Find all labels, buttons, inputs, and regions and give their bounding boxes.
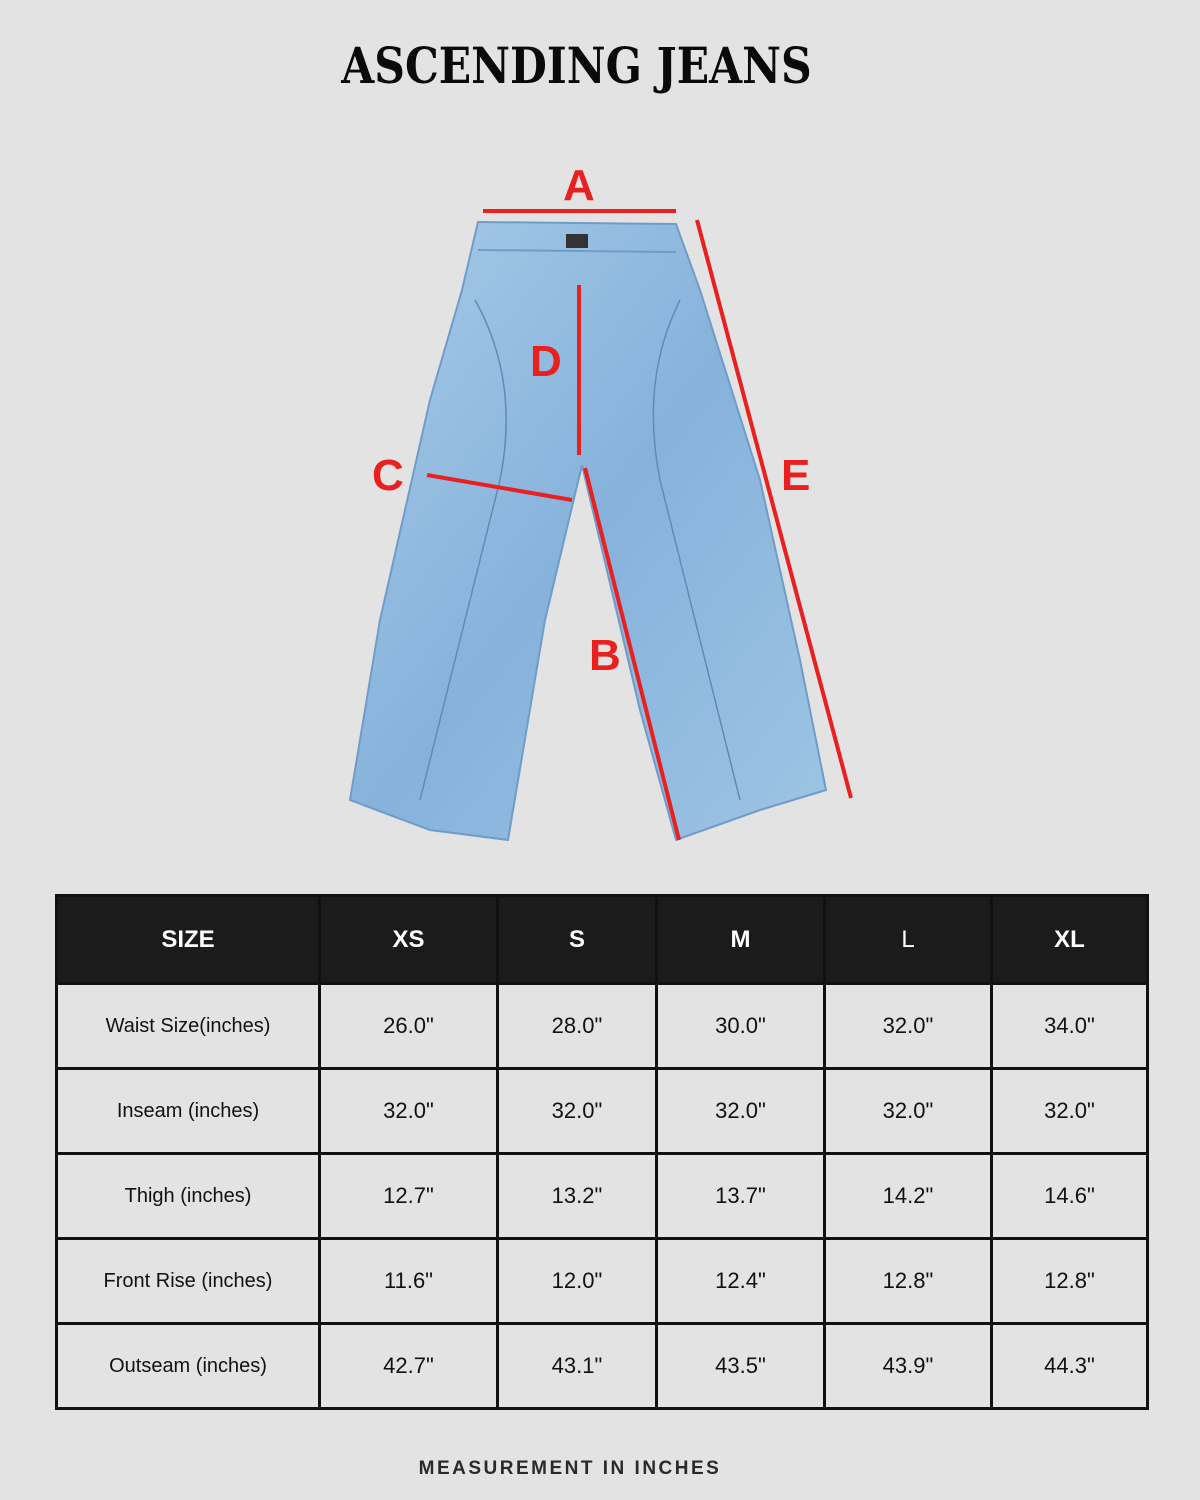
cell: 28.0" [498, 984, 657, 1069]
row-label: Inseam (inches) [57, 1069, 320, 1154]
table-row [57, 984, 1148, 1069]
header-m: M [657, 896, 825, 984]
cell: 43.5" [657, 1324, 825, 1409]
cell: 12.7" [320, 1154, 498, 1239]
cell: 14.2" [825, 1154, 992, 1239]
jeans-image [350, 222, 826, 840]
cell: 32.0" [825, 984, 992, 1069]
cell: 12.0" [498, 1239, 657, 1324]
measurement-note: MEASUREMENT IN INCHES [418, 1458, 722, 1479]
header-xl: XL [992, 896, 1148, 984]
row-label: Front Rise (inches) [57, 1239, 320, 1324]
cell: 11.6" [320, 1239, 498, 1324]
header-l: L [825, 896, 992, 984]
table-header-row [57, 896, 1148, 984]
table-row [57, 1154, 1148, 1239]
cell: 34.0" [992, 984, 1148, 1069]
cell: 26.0" [320, 984, 498, 1069]
table-row [57, 1324, 1148, 1409]
cell: 32.0" [657, 1069, 825, 1154]
header-xs: XS [320, 896, 498, 984]
header-size: SIZE [57, 896, 320, 984]
cell: 13.2" [498, 1154, 657, 1239]
cell: 12.4" [657, 1239, 825, 1324]
brand-patch [566, 234, 588, 248]
table-row [57, 1239, 1148, 1324]
cell: 43.9" [825, 1324, 992, 1409]
cell: 12.8" [992, 1239, 1148, 1324]
cell: 14.6" [992, 1154, 1148, 1239]
header-s: S [498, 896, 657, 984]
table-row [57, 1069, 1148, 1154]
cell: 32.0" [320, 1069, 498, 1154]
size-chart-table [55, 894, 1149, 1410]
label-e: E [781, 451, 811, 500]
row-label: Thigh (inches) [57, 1154, 320, 1239]
cell: 42.7" [320, 1324, 498, 1409]
label-d: D [530, 337, 562, 386]
jeans-measurement-diagram [0, 150, 1200, 850]
label-a: A [563, 161, 595, 210]
label-b: B [589, 631, 621, 680]
cell: 44.3" [992, 1324, 1148, 1409]
cell: 32.0" [498, 1069, 657, 1154]
cell: 43.1" [498, 1324, 657, 1409]
cell: 30.0" [657, 984, 825, 1069]
row-label: Waist Size(inches) [57, 984, 320, 1069]
label-c: C [372, 451, 404, 500]
page-title: ASCENDING JEANS [341, 36, 812, 95]
cell: 32.0" [992, 1069, 1148, 1154]
cell: 13.7" [657, 1154, 825, 1239]
cell: 32.0" [825, 1069, 992, 1154]
row-label: Outseam (inches) [57, 1324, 320, 1409]
cell: 12.8" [825, 1239, 992, 1324]
